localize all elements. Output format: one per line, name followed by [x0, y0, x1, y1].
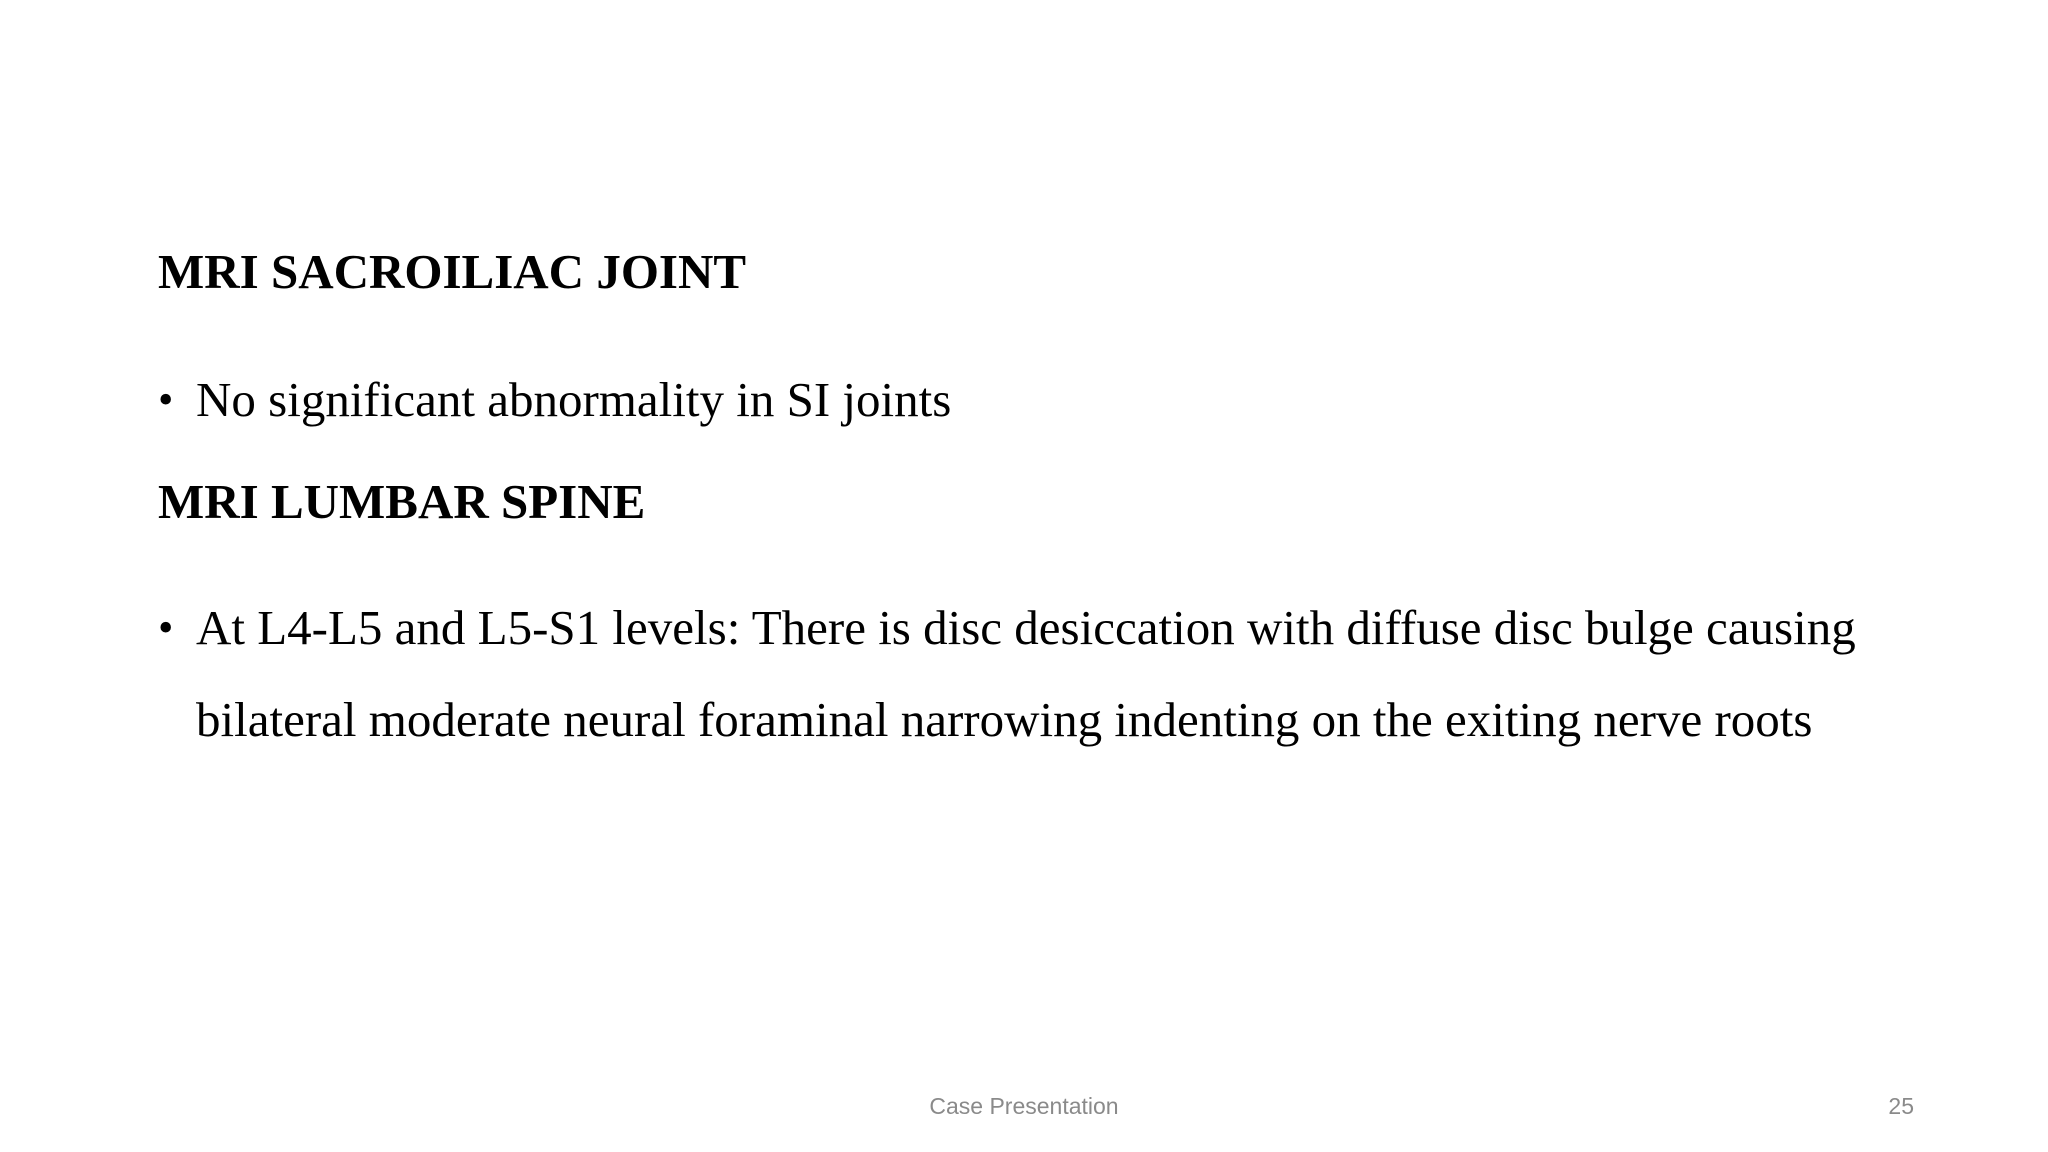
bullet-text: No significant abnormality in SI joints — [196, 372, 952, 427]
bullet-item — [158, 354, 951, 446]
bullet-text: At L4-L5 and L5-S1 levels: There is disc desiccation with diffuse disc bulge causing bilateral moderate neural foraminal narrowing indenting on the exiting nerve roots — [196, 600, 1856, 747]
section-heading-mri-lumbar-spine: MRI LUMBAR SPINE — [158, 474, 646, 529]
footer-text: Case Presentation — [929, 1093, 1119, 1119]
bullet-marker: • — [158, 375, 174, 424]
page-number: 25 — [1888, 1093, 1914, 1119]
bullet-item — [158, 582, 1858, 766]
section-heading-mri-sacroiliac-joint: MRI SACROILIAC JOINT — [158, 244, 747, 299]
bullet-marker: • — [158, 603, 174, 652]
